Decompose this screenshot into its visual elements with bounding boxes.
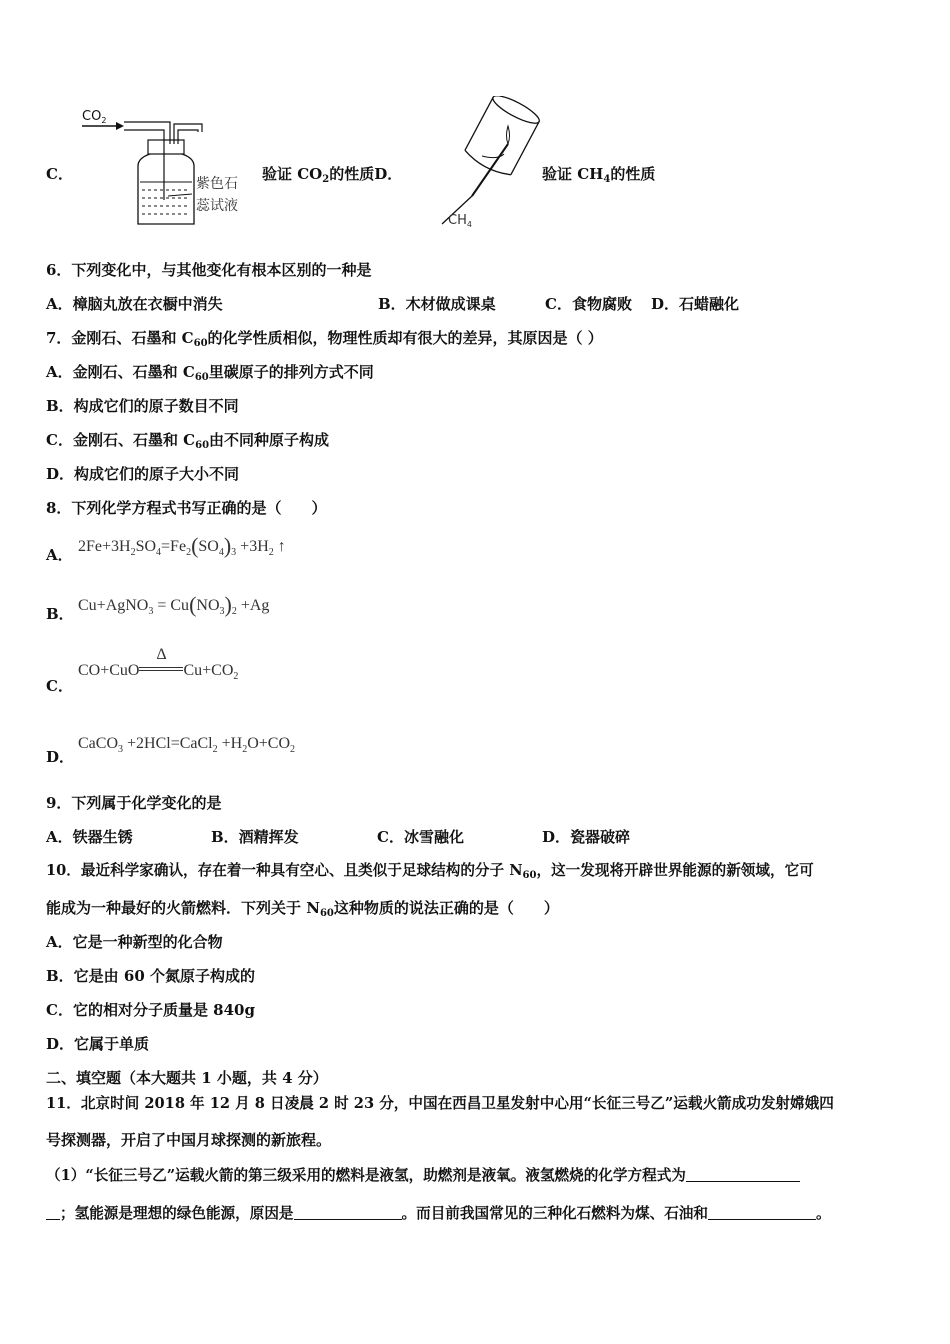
q9-option-a: A．铁器生锈 — [46, 828, 133, 846]
q10-stem-line1: 10．最近科学家确认，存在着一种具有空心、且类似于足球结构的分子 $N_{60}$，这一发现将开辟世界能源的新领域，它可 — [46, 862, 814, 881]
q10-stem-line2: 能成为一种最好的火箭燃料．下列关于 $N_{60}$这种物质的说法正确的是（ ） — [46, 899, 559, 919]
fig-litmus-label-1: 紫色石 — [196, 176, 238, 192]
q7-stem: 7．金刚石、石墨和 $C_{60}$的化学性质相似，物理性质却有很大的差异，其原因是（ ） — [46, 329, 603, 349]
q8-option-a-equation: $2Fe+3H_2SO_4=Fe_2(SO_4)_3 +3H_2$ ↑ — [78, 533, 286, 558]
co2-apparatus-figure — [78, 100, 258, 230]
q7-option-a: A．金刚石、石墨和 $C_{60}$里碳原子的排列方式不同 — [46, 363, 374, 383]
q5-option-c-label: C． — [46, 165, 73, 183]
q11-part1-line2: ；氢能源是理想的绿色能源，原因是 。而目前我国常见的三种化石燃料为煤、石油和 。 — [46, 1203, 831, 1224]
q5-option-c-text: 验证 $CO_2$的性质D． — [262, 165, 403, 185]
q9-option-b: B．酒精挥发 — [211, 828, 299, 846]
q9-option-c: C．冰雪融化 — [377, 828, 464, 846]
q6-stem: 6．下列变化中，与其他变化有根本区别的一种是 — [46, 261, 372, 279]
q10-option-a: A．它是一种新型的化合物 — [46, 933, 223, 951]
q8-stem: 8．下列化学方程式书写正确的是（ ） — [46, 499, 327, 517]
q10-option-c: C．它的相对分子质量是 840g — [46, 1001, 255, 1019]
answer-blank-equation-1[interactable] — [686, 1165, 800, 1182]
fig-litmus-label-2: 蕊试液 — [196, 198, 238, 214]
answer-blank-reason[interactable] — [294, 1203, 402, 1220]
section-title-fill-in: 二、填空题（本大题共 1 小题，共 4 分） — [46, 1069, 328, 1087]
q9-stem: 9．下列属于化学变化的是 — [46, 794, 222, 812]
fig-co2-gas-sub: 2 — [101, 116, 107, 125]
q11-part1-line1: （1）“长征三号乙”运载火箭的第三级采用的燃料是液氢，助燃剂是液氧。液氢燃烧的化学方程式为 — [46, 1165, 800, 1186]
q8-option-b-equation: Cu+AgNO$_3$ = $Cu(NO_3)_2 +Ag$ — [78, 592, 270, 617]
q8-option-d-equation: CaCO$_3$ +2HCl=CaCl$_2$ $+H_2O+CO_2$ — [78, 735, 295, 755]
q10-option-b: B．它是由 60 个氮原子构成的 — [46, 967, 255, 985]
answer-blank-fossil-fuel[interactable] — [708, 1203, 816, 1220]
q5-option-d-text: 验证 $CH_4$的性质 — [542, 165, 656, 185]
svg-text:CO2 — [82, 109, 106, 125]
q6-option-a: A．樟脑丸放在衣橱中消失 — [46, 295, 223, 313]
q8-option-c-equation: CO+CuO Δ $Cu+CO_2$ — [78, 646, 239, 682]
q7-option-c: C．金刚石、石墨和 $C_{60}$由不同种原子构成 — [46, 431, 330, 451]
q11-stem-line1: 11．北京时间 2018 年 12 月 8 日凌晨 2 时 23 分，中国在西昌卫星发射中心用“长征三号乙”运载火箭成功发射嫦娥四 — [46, 1095, 834, 1112]
q8-option-c-label: C． — [46, 677, 73, 695]
q11-stem-line2: 号探测器，开启了中国月球探测的新旅程。 — [46, 1131, 332, 1149]
q8-option-d-label: D． — [46, 748, 75, 766]
answer-blank-equation-2[interactable] — [46, 1203, 60, 1220]
q6-option-b: B．木材做成课桌 — [378, 295, 496, 313]
q6-option-d: D．石蜡融化 — [651, 295, 740, 313]
q9-option-d: D．瓷器破碎 — [542, 828, 631, 846]
q8-option-b-label: B． — [46, 605, 74, 623]
fig-co2-gas: CO — [82, 109, 102, 124]
ch4-apparatus-figure — [412, 96, 542, 232]
q7-option-d: D．构成它们的原子大小不同 — [46, 465, 240, 483]
fig-ch4-label: $CH_4$ — [448, 213, 472, 229]
q10-option-d: D．它属于单质 — [46, 1035, 150, 1053]
q6-option-c: C．食物腐败 — [545, 295, 632, 313]
q8-option-a-label: A． — [46, 546, 73, 564]
q7-option-b: B．构成它们的原子数目不同 — [46, 397, 239, 415]
